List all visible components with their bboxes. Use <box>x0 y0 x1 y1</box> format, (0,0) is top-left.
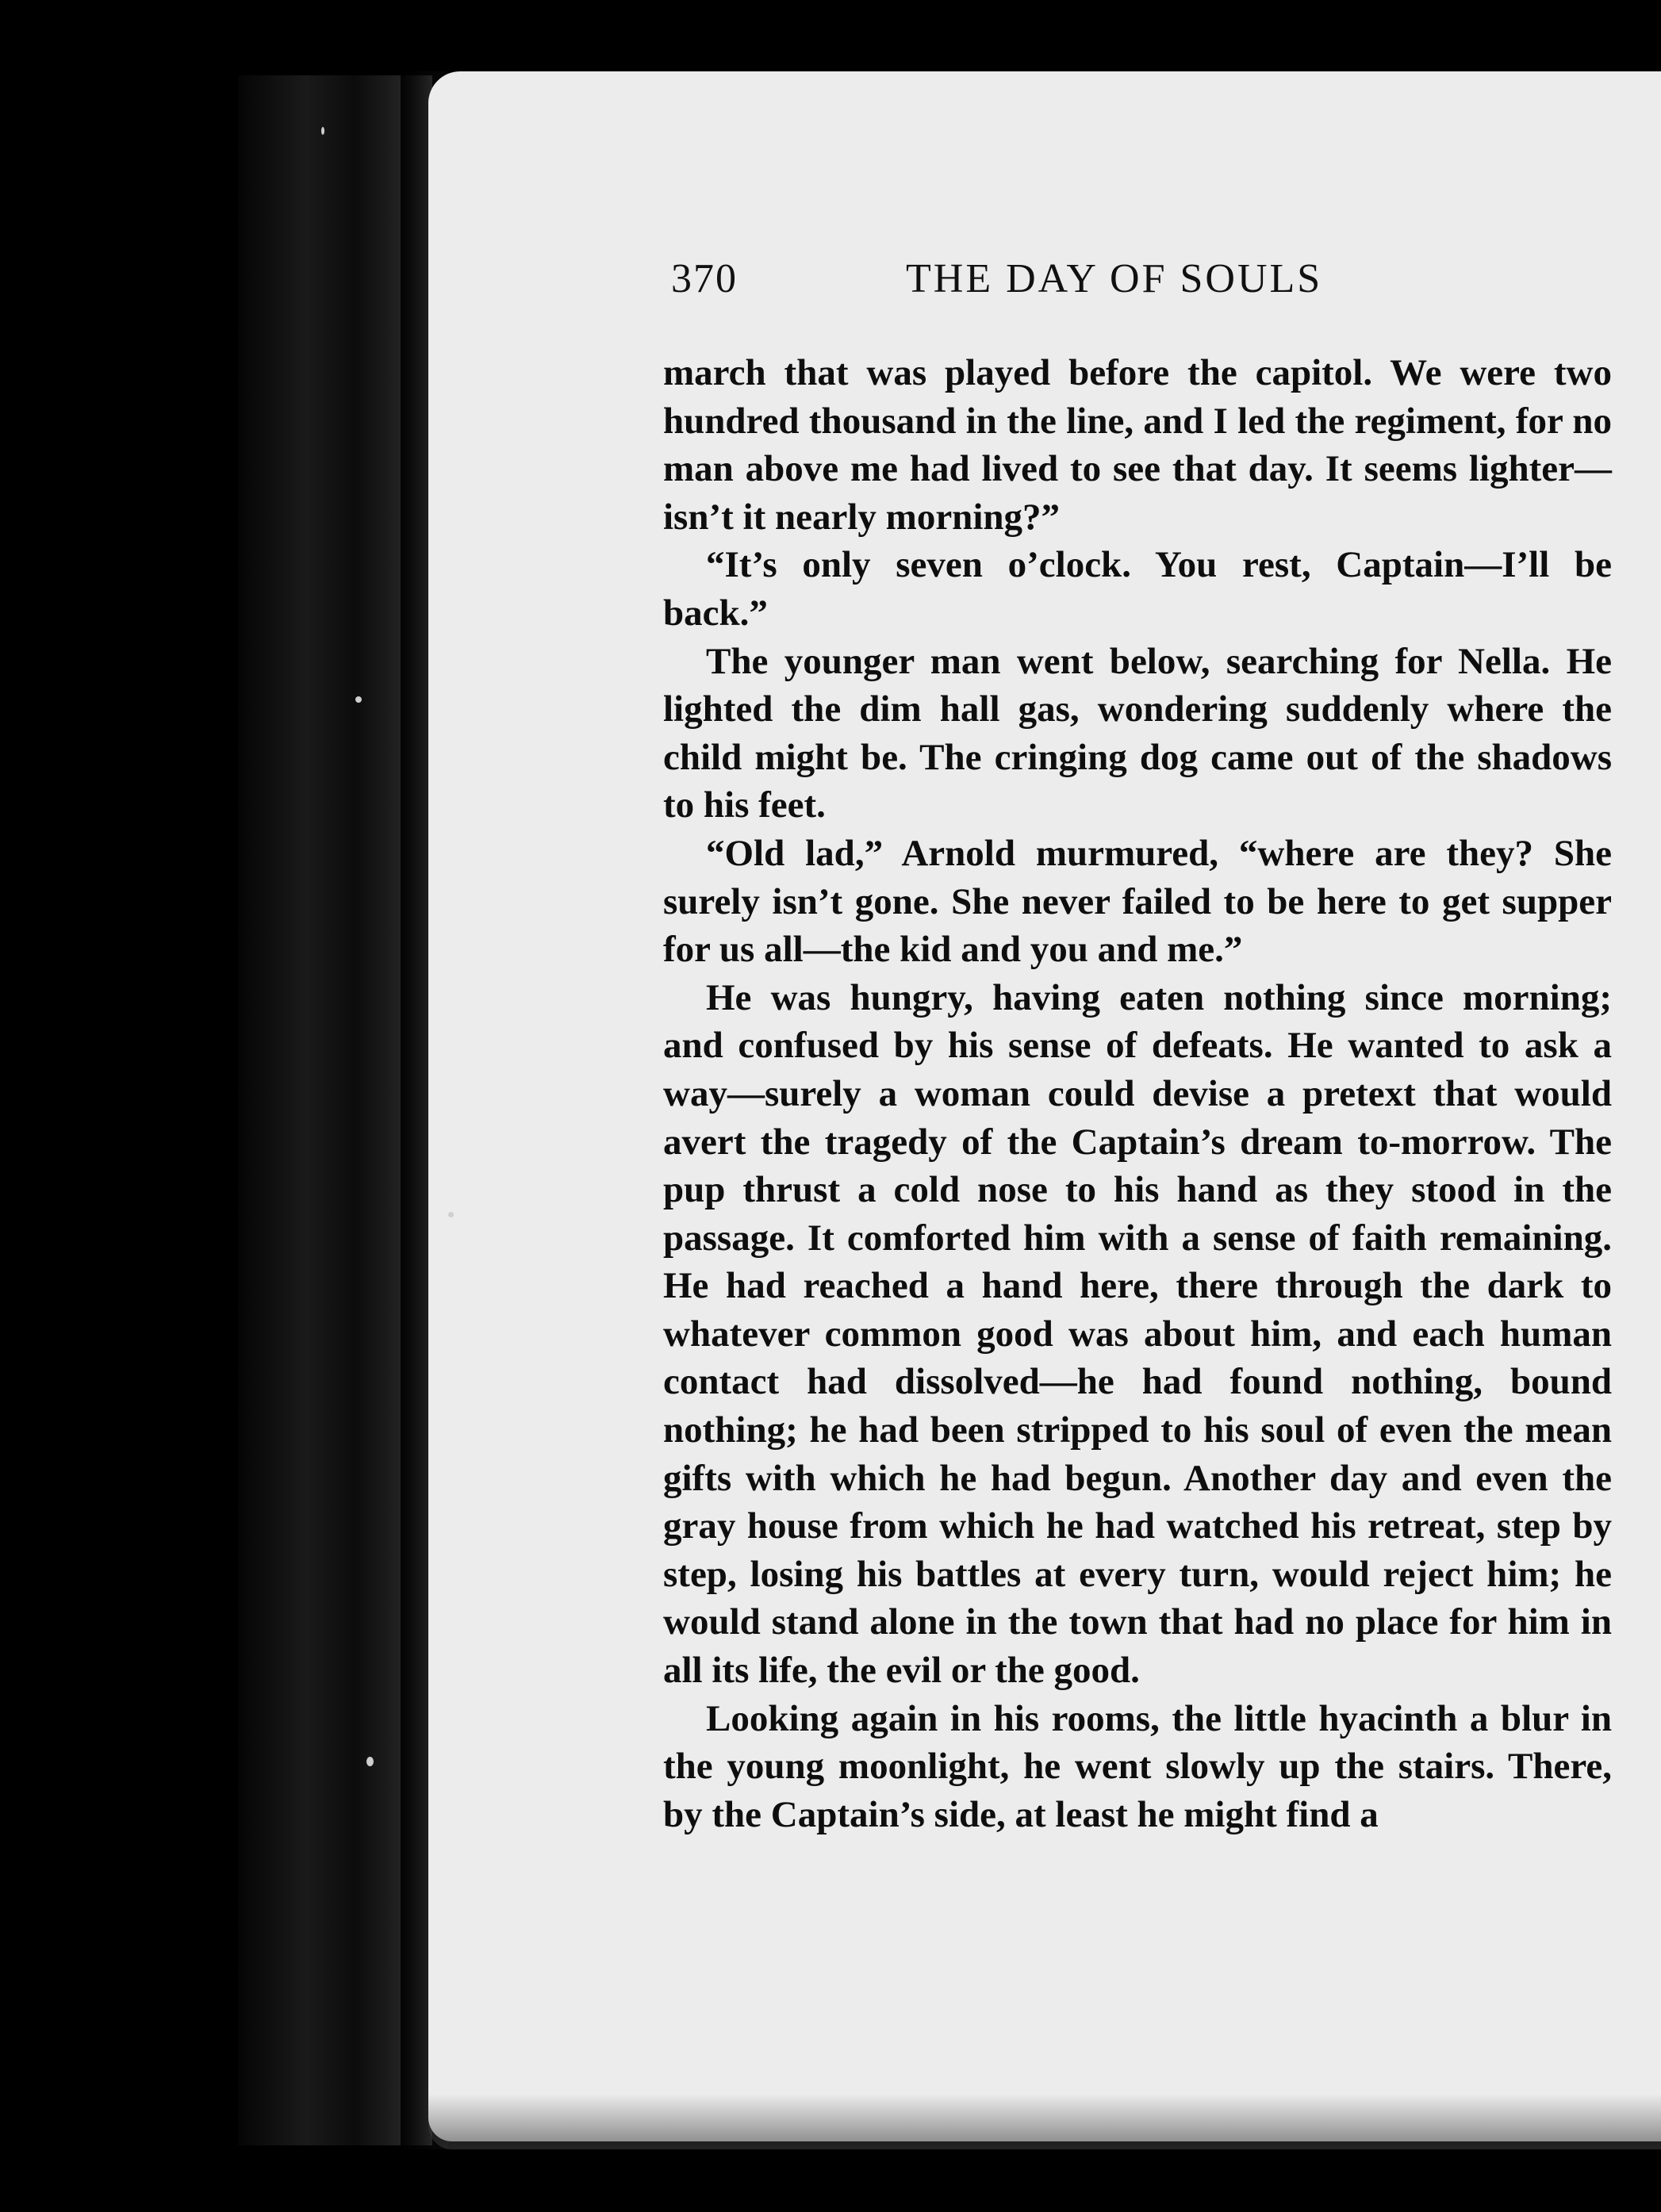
paragraph: march that was played before the capitol. We were two hundred thousand in the line, and I led the regiment, for no man above me had lived to see that day. It seems lighter—isn’t it nearly morning?” <box>663 352 1612 538</box>
running-head: THE DAY OF SOULS <box>906 256 1323 301</box>
page-header <box>671 255 1623 311</box>
paragraph: “Old lad,” Arnold murmured, “where are they? She surely isn’t gone. She never failed to be here to get supper for us all—the kid and you and me.” <box>663 832 1612 971</box>
body-text <box>663 349 1612 1838</box>
paragraph: Looking again in his rooms, the little hyacinth a blur in the young moonlight, he went slowly up the stairs. There, by the Captain’s side, at least he might find a <box>663 1697 1612 1835</box>
paragraph: He was hungry, having eaten nothing since morning; and confused by his sense of defeats. He wanted to ask a way—surely a woman could devise a pretext that would avert the tragedy of the Captain’s dream to-morrow. The pup thrust a cold nose to his hand as they stood in the passage. It comforted him with a sense of faith remaining. He had reached a hand here, there through the dark to whatever common good was about him, and each human contact had dissolved—he had found nothing, bound nothing; he had been stripped to his soul of even the mean gifts with which he had begun. Another day and even the gray house from which he had watched his retreat, step by step, losing his battles at every turn, would reject him; he would stand alone in the town that had no place for him in all its life, the evil or the good. <box>663 976 1612 1692</box>
page-number: 370 <box>671 256 738 301</box>
dust-speck <box>321 127 324 135</box>
dust-speck <box>366 1757 374 1766</box>
dust-speck <box>355 696 362 703</box>
paragraph: “It’s only seven o’clock. You rest, Captain—I’ll be back.” <box>663 544 1612 634</box>
paragraph: The younger man went below, searching for Nella. He lighted the dim hall gas, wondering suddenly where the child might be. The cringing dog came out of the shadows to his feet. <box>663 640 1612 826</box>
dust-speck <box>448 1212 454 1217</box>
page-bottom-shadow <box>428 2094 1661 2149</box>
